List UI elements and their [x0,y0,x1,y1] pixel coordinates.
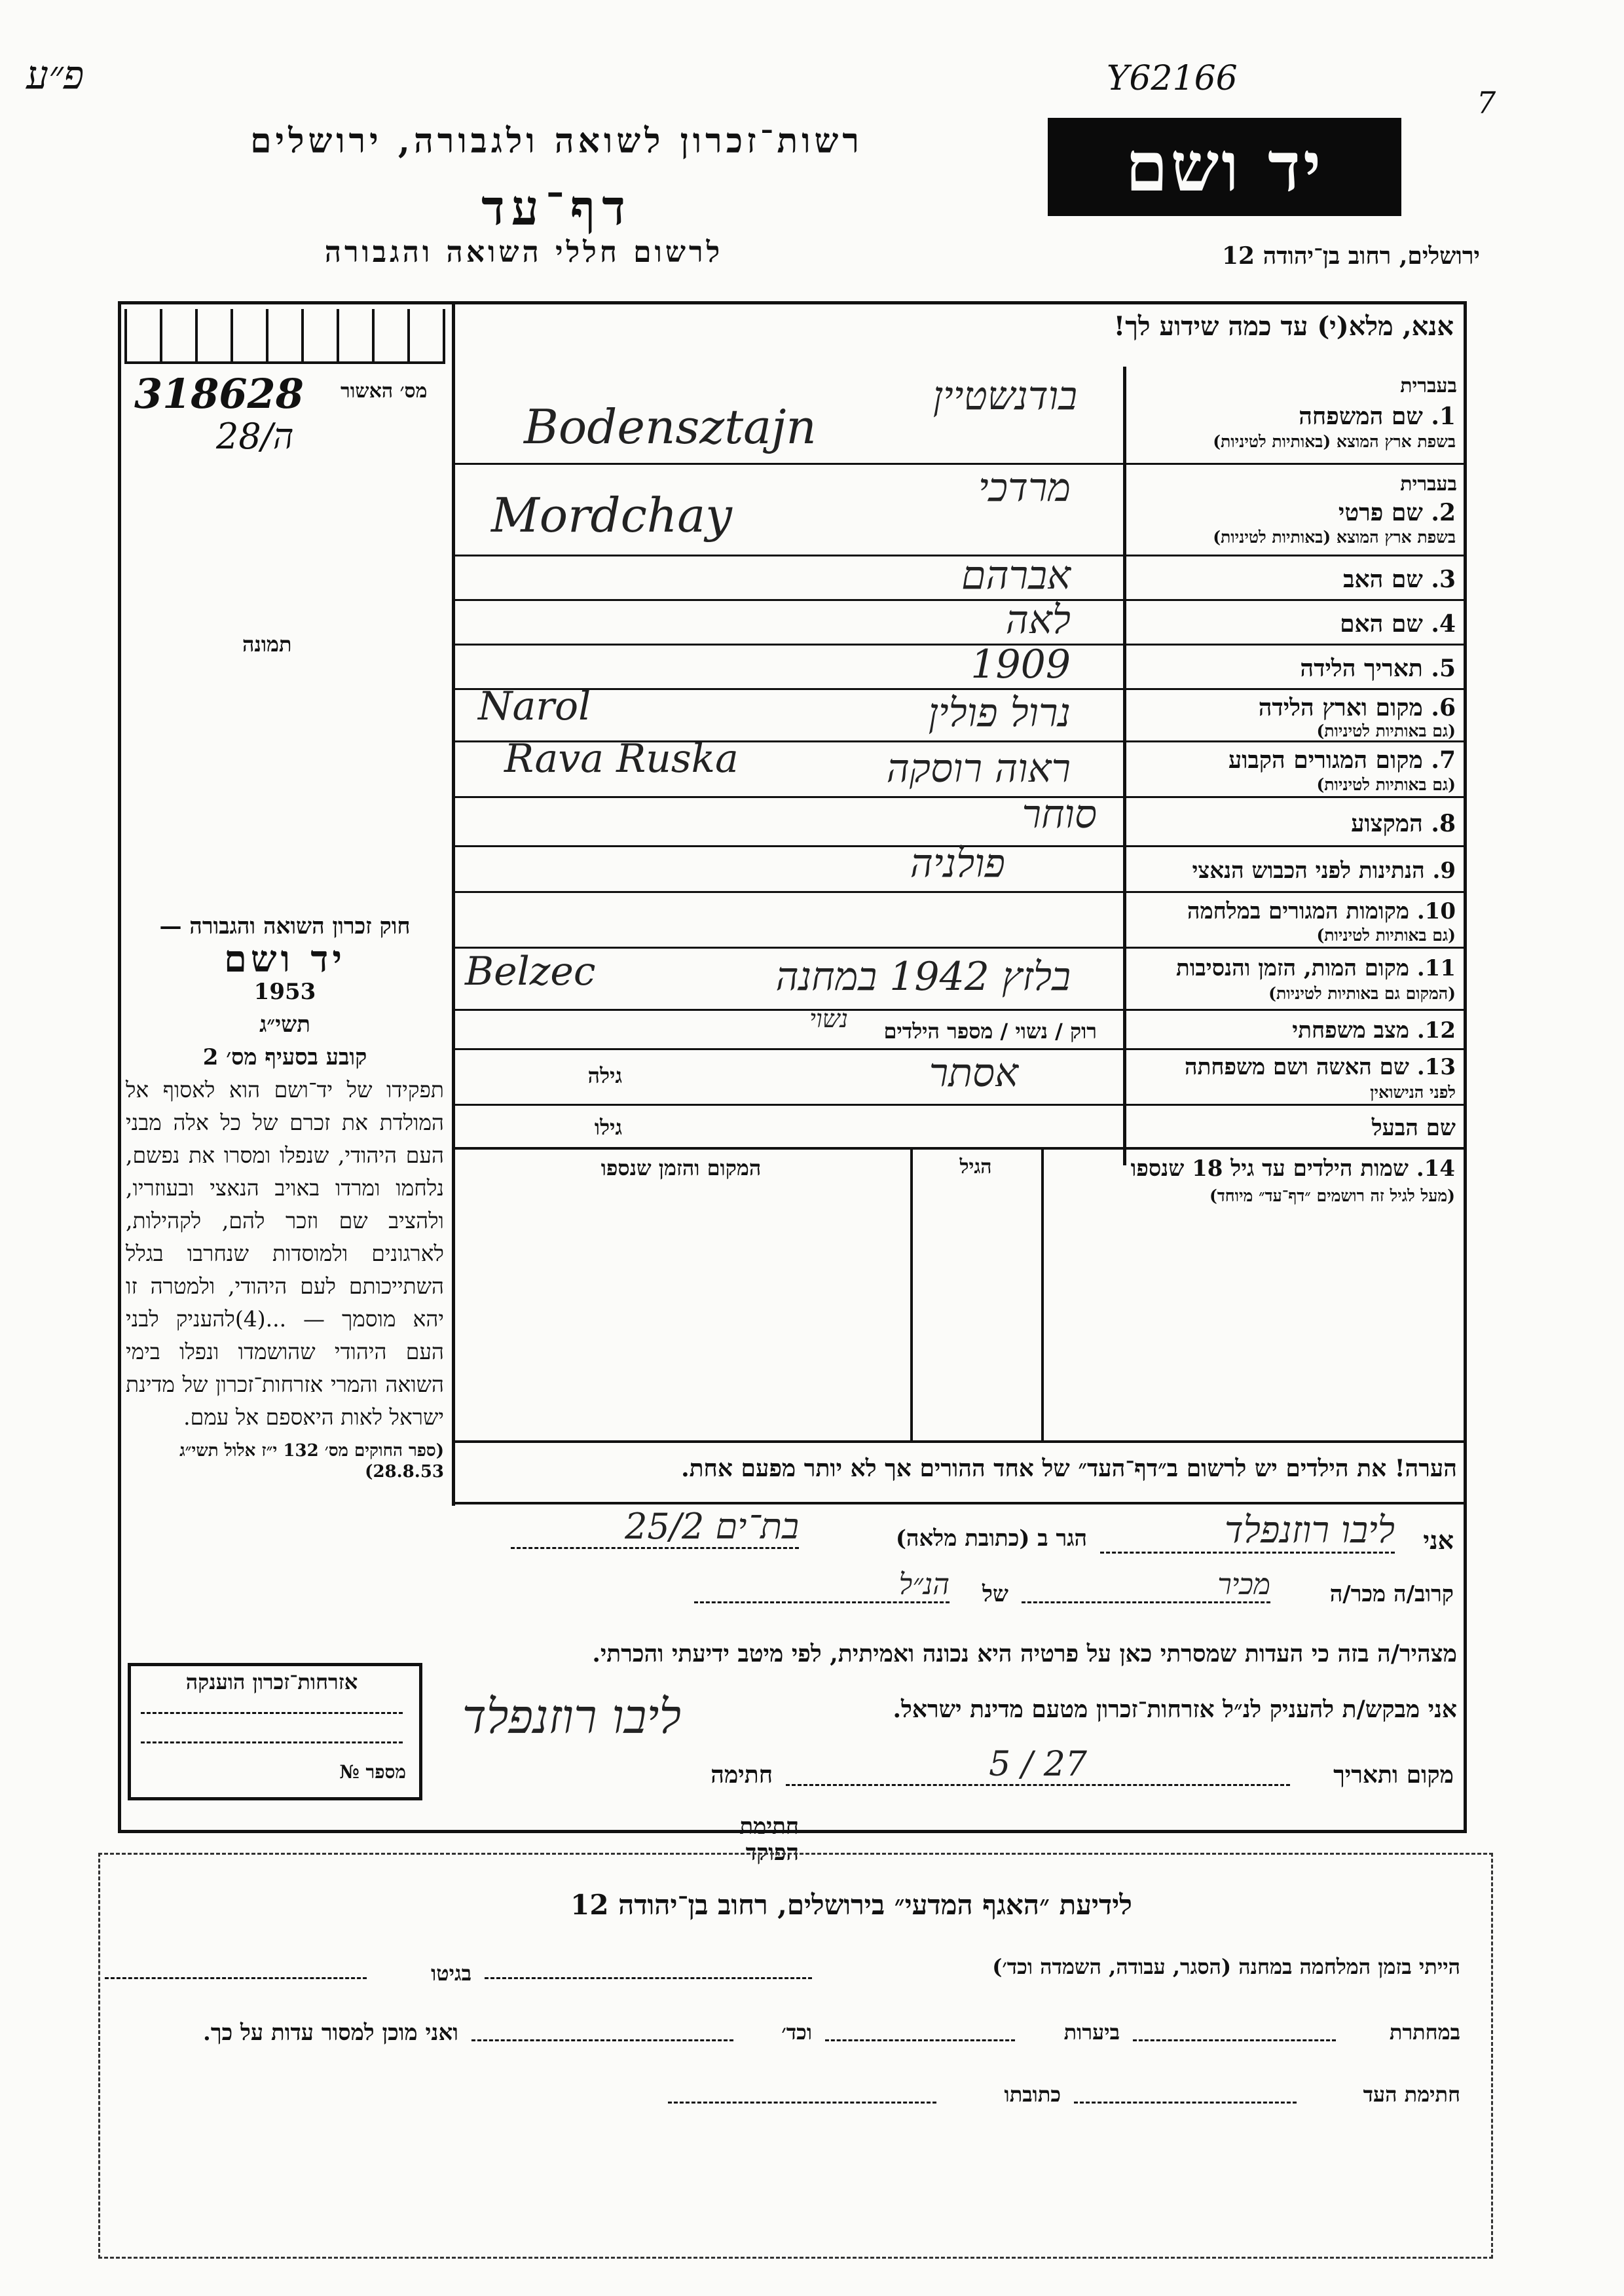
stamp-number-label: מספר № [339,1761,406,1783]
relation-label: קרוב/ה מכר/ה [1329,1581,1454,1607]
header-address: ירושלים, רחוב בן־יהודה 12 [1221,242,1480,270]
field-note: (גם באותיות לטיניות) [1316,926,1456,945]
field-label: שם האם [1340,610,1423,638]
photo-label: תמונה [242,632,292,657]
reference-number: Y62166 [1107,59,1238,98]
children-note-line: הערה! את הילדים יש לרשום ב״דף־העד״ של אחד ההורים אך לא יותר מפעם אחת. [681,1455,1457,1482]
field-row-wife [452,1050,1464,1106]
law-reference: (ספר החוקים מס׳ 132 י״ז אלול תשי״ג 28.8.53) [179,1441,444,1482]
field-label: שם הבעל [1371,1115,1456,1141]
corner-mark: פ״ע [26,52,84,98]
law-body: תפקידו של יד־ושם הוא לאסוף אל המולדת את זכרם של כל אלה מבני העם היהודי, שנפלו ומסרו את נפשם, נלחמו ומרדו באויב הנאצי ובעוזריו, ולהציב שם וזכר להם, לקהילות, לארגונים ולמוסדות שנחרבו בגלל השתייכותם לעם היהודי, ולמטרה זו יהא מוסמך — ...(4)להעניק לבני העם היהודי שהושמדו ונפלו בימי השואה והמרי אזרחות־זכרון של מדינת ישראל לאות היאספם אל עמם. [126,1077,444,1430]
field-note: בשפת ארץ המוצא (באותיות לטיניות) [1213,432,1456,451]
children-place-header: המקום והזמן שנספו [600,1156,762,1180]
children-col-divider [1041,1147,1044,1442]
yad-vashem-logo: יד ושם [1048,118,1401,216]
answer-profession[interactable]: סוחר [1022,792,1097,837]
registration-ruler [124,309,445,364]
field-row-firstname [452,465,1464,556]
wife-age-label: גילה [587,1063,622,1088]
declarant-name[interactable]: ליבו רוזנפלד [1100,1509,1395,1554]
footer-forests-field[interactable] [825,2039,1015,2041]
footer-etc: וכד׳ [781,2020,812,2045]
instruction-line: אנא, מלא(י) עד כמה שידוע לך! [1113,311,1454,342]
law-block [126,910,444,1482]
field-row-birthplace [452,683,1464,742]
field-number: 2. [1431,499,1456,526]
field-note: בשפת ארץ המוצא (באותיות לטיניות) [1213,528,1456,547]
footer-witness-signature-field[interactable] [1074,2102,1297,2104]
relation-value[interactable]: מכיר [1022,1568,1270,1603]
stamp-line [141,1741,403,1743]
answer-wife[interactable]: אסתר [929,1050,1018,1096]
field-label: שם האב [1343,566,1423,593]
field-tag: בעברית [1400,374,1457,397]
signature-value[interactable]: ליבו רוזנפלד [462,1689,681,1744]
answer-firstname-latin[interactable]: Mordchay [491,488,732,543]
field-row-husband [452,1106,1464,1149]
law-title: חוק זכרון השואה והגבורה — [159,913,411,939]
field-row-wartime-residence [452,893,1464,949]
footer-line1-field[interactable] [485,1977,812,1979]
field-number: 11. [1416,955,1456,981]
request-text: אני מבקש/ת להעניק לנ״ל אזרחות־זכרון מטעם מדינת ישראל. [893,1696,1457,1723]
field-label: מקום וארץ הלידה [1258,694,1423,721]
officer-signature-label: חתימת הפוקד [739,1813,799,1866]
field-label: שם האשה ושם משפחתה [1185,1054,1409,1080]
field-row-death [452,949,1464,1011]
footer-ghetto-field[interactable] [105,1977,367,1979]
field-number: 5. [1431,655,1456,682]
field-label: שם המשפחה [1299,403,1423,430]
footer-underground-field[interactable] [1133,2039,1336,2041]
field-number: 4. [1431,610,1456,638]
law-year: 1953 [253,979,316,1005]
footer-etc-field[interactable] [471,2039,733,2041]
field-label: המקצוע [1351,810,1423,837]
answer-marital[interactable]: נשוי [809,1004,848,1033]
page-mark: 7 [1477,85,1496,120]
footer-witness-signature-label: חתימת העד [1363,2082,1460,2107]
field-number: 6. [1431,694,1456,721]
field-tag: בעברית [1400,473,1457,496]
field-note: (גם באותיות לטיניות) [1316,775,1456,794]
footer-forests: ביערות [1063,2020,1120,2045]
organization-name: רשות־זכרון לשואה ולגבורה, ירושלים [250,121,863,161]
field-note: (המקום גם באותיות לטיניות) [1268,984,1456,1003]
fields-area [452,367,1464,1149]
children-age-header: הגיל [959,1156,992,1178]
declarant-prefix: אני [1423,1525,1454,1555]
field-number: 10. [1416,898,1456,924]
declarant-address[interactable]: בת־ים 25/2 [511,1506,799,1549]
field-number: 12. [1416,1017,1456,1044]
law-name: יד ושם [223,938,346,981]
field-row-father [452,553,1464,601]
field-note: (גם באותיות לטיניות) [1316,721,1456,740]
answer-birthdate[interactable]: 1909 [970,642,1071,687]
footer-testimony-offer: ואני מוכן למסור עדות על כך. [203,2020,458,2046]
field-label: מקום המות, הזמן והנסיבות [1175,955,1409,981]
answer-firstname-he[interactable]: מרדכי [978,465,1071,511]
field-number: 13. [1416,1054,1456,1080]
registration-sub: 28/ה [216,416,294,457]
footer-heading: לידיעת ״האגף המדעי״ בירושלים, רחוב בן־יהודה 12 [570,1889,1132,1921]
footer-line1-end: בגיטו [431,1961,471,1986]
footer-address-label: כתובתו [1004,2082,1061,2107]
field-row-profession [452,792,1464,847]
field-number: 1. [1431,403,1456,430]
of-value[interactable]: הנ״ל [694,1568,950,1603]
answer-surname-latin[interactable]: Bodensztajn [524,399,817,454]
answer-citizenship[interactable]: פולניה [910,841,1005,886]
field-label: תאריך הלידה [1300,655,1423,682]
registration-label: מס׳ האשור [341,380,428,403]
children-number: 14. [1416,1156,1455,1182]
answer-surname-he[interactable]: בודנשטיין [932,373,1077,419]
field-number: 9. [1432,858,1456,884]
children-label: שמות הילדים עד גיל 18 שנספו [1130,1156,1409,1182]
resident-label: הגר ב (כתובת מלאה) [895,1525,1087,1552]
law-year-he: תשי״ג [259,1011,310,1038]
answer-death-he[interactable]: בלזץ 1942 במחנה [775,954,1071,1000]
stamp-title: אזרחות־זכרון הוענקה [185,1669,358,1694]
husband-age-label: גילו [594,1115,622,1140]
footer-line1-label: הייתי בזמן המלחמה במחנה (הסגר, עבודה, השמדה וכד׳) [992,1954,1460,1979]
field-number: 7. [1431,746,1456,774]
field-label: שם פרטי [1338,499,1423,526]
answer-death-latin[interactable]: Belzec [465,949,596,994]
law-section: קובע בסעיף מס׳ 2 [202,1044,367,1070]
field-row-mother [452,597,1464,646]
stamp-line [141,1712,403,1714]
answer-mother[interactable]: לאה [1005,597,1071,643]
field-label: מקום המגורים הקבוע [1228,746,1423,774]
field-row-residence [452,736,1464,798]
children-note: (מעל לגיל זה רושמים ״דף־עד״ מיוחד) [1209,1186,1455,1205]
form-subtitle: לרשום חללי השואה והגבורה [324,236,724,269]
form-title: דף־עד [481,180,632,236]
place-date-label: מקום ותאריך [1333,1761,1454,1789]
field-note: לפני הנישואין [1370,1083,1456,1102]
answer-birthplace-latin[interactable]: Narol [478,683,591,729]
footer-underground: במחתרת [1389,2020,1460,2045]
field-number: 8. [1431,810,1456,837]
field-label: מקומות המגורים במלחמה [1187,898,1409,924]
of-label: של [982,1581,1008,1607]
field-row-marital [452,1004,1464,1050]
field-row-surname [452,367,1464,465]
field-label: מצב משפחתי [1292,1017,1409,1044]
field-label: הנתינות לפני הכבוש הנאצי [1192,858,1425,884]
field-row-citizenship [452,841,1464,893]
declaration-text: מצהיר/ה בזה כי העדות שמסרתי כאן על פרטיה היא נכונה ואמיתית, לפי מיטב ידיעתי והכרתי. [592,1640,1457,1667]
marital-options: רוק / נשוי / מספר הילדים [883,1019,1097,1044]
answer-father[interactable]: אברהם [961,553,1071,598]
field-number: 3. [1431,566,1456,593]
answer-birthplace-he[interactable]: נרול פולין [928,690,1071,736]
signature-label: חתימה [710,1761,773,1789]
place-date-value[interactable]: 27 / 5 [786,1745,1290,1786]
answer-residence-latin[interactable]: Rava Ruska [504,736,739,782]
footer-address-field[interactable] [668,2102,936,2104]
answer-residence-he[interactable]: ראוה רוסקה [886,746,1071,792]
children-col-divider [910,1147,913,1442]
registration-number: 318628 [134,370,304,418]
